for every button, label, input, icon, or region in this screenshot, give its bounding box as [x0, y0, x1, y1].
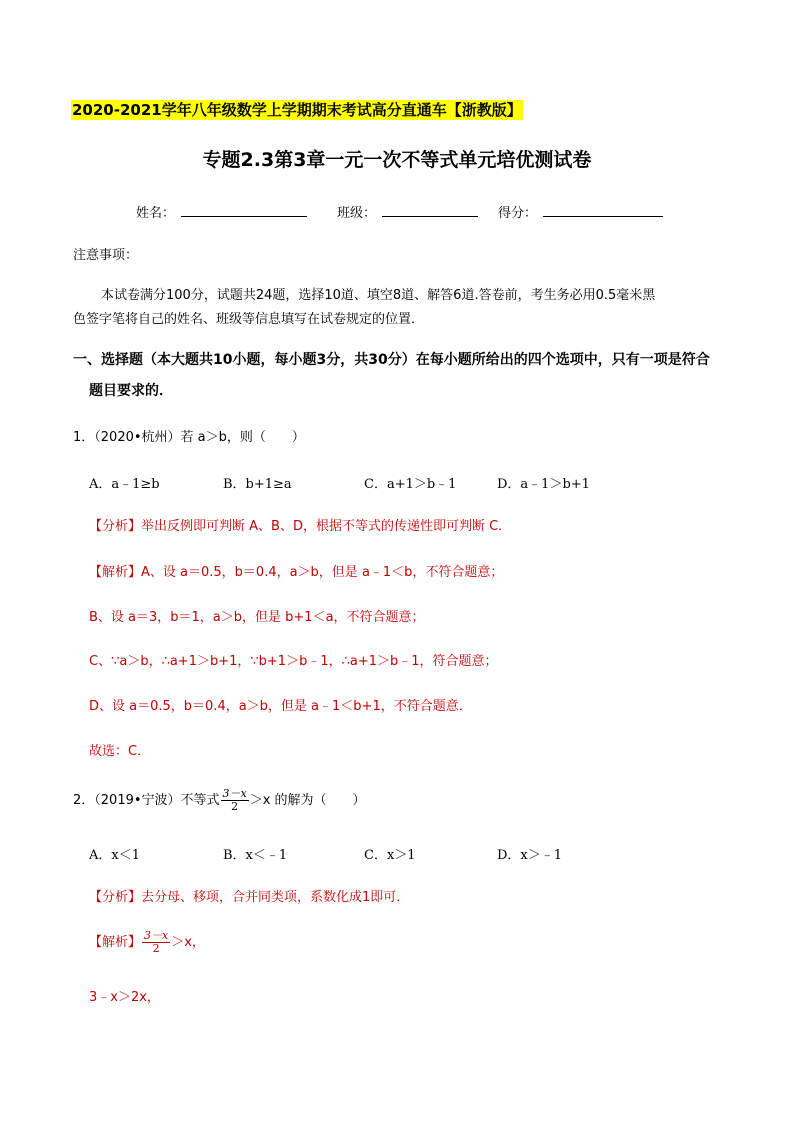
- section-heading-line-1: 一、选择题（本大题共10小题，每小题3分，共30分）在每小题所给出的四个选项中，只有一项是符合: [73, 352, 710, 368]
- q2-solution-fraction-numerator: 3－x: [144, 929, 169, 942]
- q2-option-a[interactable]: A．x＜1: [89, 848, 140, 863]
- q1-stem: 1．（2020•杭州）若 a＞b，则（ ）: [73, 430, 305, 445]
- q1-option-d[interactable]: D．a﹣1＞b+1: [497, 477, 590, 492]
- q1-solution-line-1: 【解析】A、设 a＝0.5，b＝0.4，a＞b，但是 a﹣1＜b，不符合题意；: [89, 565, 504, 580]
- q2-option-b[interactable]: B．x＜﹣1: [223, 848, 288, 863]
- name-field[interactable]: [136, 202, 307, 224]
- class-field[interactable]: [337, 202, 478, 224]
- q2-stem-prefix: 2．（2019•宁波）不等式: [73, 793, 220, 808]
- notice-heading: 注意事项：: [73, 248, 139, 263]
- q2-analysis: 【分析】去分母、移项，合并同类项，系数化成1即可．: [89, 890, 410, 905]
- notice-line-1: 本试卷满分100分，试题共24题，选择10道、填空8道、解答6道.答卷前，考生务必用0.5毫米黑: [101, 288, 656, 303]
- q1-option-b[interactable]: B．b+1≥a: [223, 477, 292, 492]
- q2-stem: [73, 788, 366, 813]
- q2-solution: [89, 930, 205, 955]
- q1-option-a[interactable]: A．a﹣1≥b: [89, 477, 160, 492]
- q2-solution-fraction-denominator: 2: [152, 942, 160, 955]
- q1-option-c[interactable]: C．a+1＞b﹣1: [364, 477, 457, 492]
- score-field[interactable]: [498, 202, 663, 224]
- name-blank[interactable]: [181, 202, 307, 217]
- score-label: 得分：: [498, 206, 538, 221]
- section-heading-line-2: 题目要求的．: [89, 383, 173, 399]
- score-blank[interactable]: [543, 202, 663, 217]
- class-blank[interactable]: [382, 202, 478, 217]
- q2-option-c[interactable]: C．x＞1: [364, 848, 416, 863]
- notice-line-2: 色签字笔将自己的姓名、班级等信息填写在试卷规定的位置．: [73, 312, 425, 327]
- q2-solution-step-2: 3﹣x＞2x，: [89, 990, 160, 1005]
- q2-solution-fraction: [142, 930, 170, 955]
- q1-conclusion: 故选：C．: [89, 744, 151, 759]
- name-label: 姓名：: [136, 206, 176, 221]
- series-banner: 2020-2021学年八年级数学上学期期末考试高分直通车【浙教版】: [72, 101, 522, 119]
- class-label: 班级：: [337, 206, 377, 221]
- q2-fraction-numerator: 3－x: [222, 787, 247, 800]
- q1-solution-line-3: C、∵a＞b，∴a+1＞b+1，∵b+1＞b﹣1，∴a+1＞b﹣1，符合题意；: [89, 654, 498, 669]
- q2-fraction: [221, 788, 249, 813]
- page-title: 专题2.3第3章一元一次不等式单元培优测试卷: [202, 149, 592, 171]
- q2-fraction-denominator: 2: [231, 800, 239, 813]
- q2-option-d[interactable]: D．x＞﹣1: [497, 848, 563, 863]
- q1-solution-line-2: B、设 a＝3，b＝1，a＞b，但是 b+1＜a，不符合题意；: [89, 610, 425, 625]
- q2-solution-label: 【解析】: [89, 935, 142, 950]
- q2-solution-suffix: ＞x，: [171, 935, 205, 950]
- q2-stem-suffix: ＞x 的解为（ ）: [249, 793, 366, 808]
- q1-solution-line-4: D、设 a＝0.5，b＝0.4，a＞b，但是 a﹣1＜b+1，不符合题意．: [89, 699, 472, 714]
- q1-analysis: 【分析】举出反例即可判断 A、B、D，根据不等式的传递性即可判断 C．: [89, 519, 512, 534]
